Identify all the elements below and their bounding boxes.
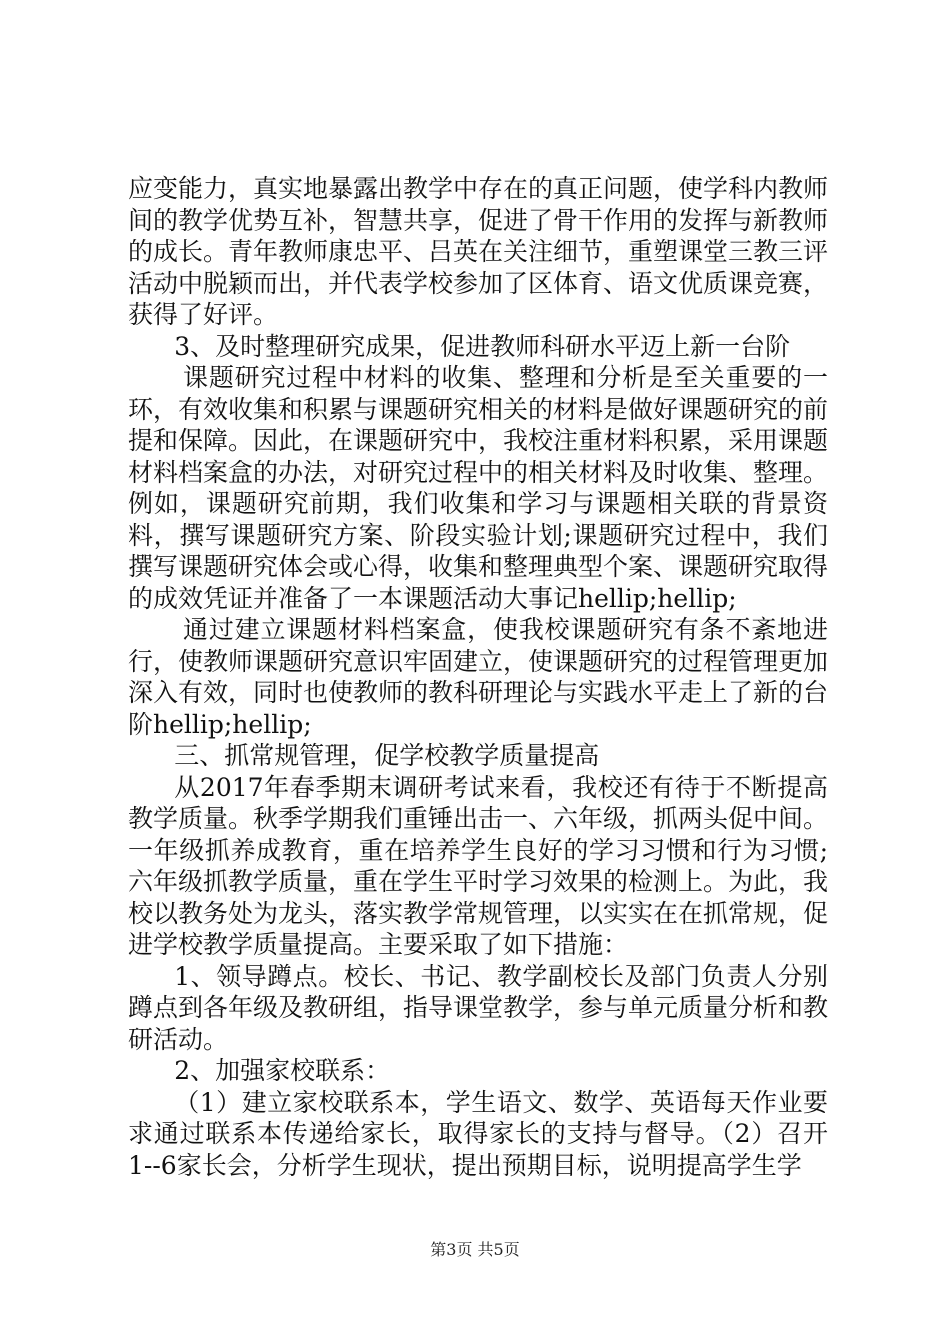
section-heading-3: 3、及时整理研究成果，促进教师科研水平迈上新一台阶 [174,331,791,361]
paragraph-home-school-details: （1）建立家校联系本，学生语文、数学、英语每天作业要求通过联系本传递给家长，取得家长的支持与督导。（2）召开1--6家长会，分析学生现状，提出预期目标，说明提高学生学 [128,1087,828,1180]
paragraph-exam-review: 从2017年春季期末调研考试来看，我校还有待于不断提高教学质量。秋季学期我们重锤出击一、六年级，抓两头促中间。一年级抓养成教育，重在培养学生良好的学习习惯和行为习惯;六年级抓教学质量，重在学生平时学习效果的检测上。为此，我校以教务处为龙头，落实教学常规管理，以实实在在抓常规，促进学校教学质量提高。主要采取了如下措施： [128,772,829,959]
paragraph-1: 应变能力，真实地暴露出教学中存在的真正问题，使学科内教师间的教学优势互补，智慧共享，促进了骨干作用的发挥与新教师的成长。青年教师康忠平、吕英在关注细节，重塑课堂三教三评活动中脱颖而出，并代表学校参加了区体育、语文优质课竞赛，获得了好评。 [128,174,829,329]
paragraph-archive-box: 通过建立课题材料档案盒，使我校课题研究有条不紊地进行，使教师课题研究意识牢固建立，使课题研究的过程管理更加深入有效，同时也使教师的教科研理论与实践水平走上了新的台阶hellip;hellip; [128,615,829,739]
paragraph-research-materials: 课题研究过程中材料的收集、整理和分析是至关重要的一环，有效收集和积累与课题研究相关的材料是做好课题研究的前提和保障。因此，在课题研究中，我校注重材料积累，采用课题材料档案盒的办法，对研究过程中的相关材料及时收集、整理。例如，课题研究前期，我们收集和学习与课题相关联的背景资料，撰写课题研究方案、阶段实验计划;课题研究过程中，我们撰写课题研究体会或心得，收集和整理典型个案、课题研究取得的成效凭证并准备了一本课题活动大事记hellip;hellip; [128,363,829,613]
document-body [128,173,828,1181]
section-heading-routine-management: 三、抓常规管理，促学校教学质量提高 [174,741,600,770]
paragraph-leadership: 1、领导蹲点。校长、书记、教学副校长及部门负责人分别蹲点到各年级及教研组，指导课堂教学，参与单元质量分析和教研活动。 [128,961,829,1054]
page-number-footer: 第3页 共5页 [430,1240,520,1259]
paragraph-home-school-heading: 2、加强家校联系： [174,1056,391,1085]
